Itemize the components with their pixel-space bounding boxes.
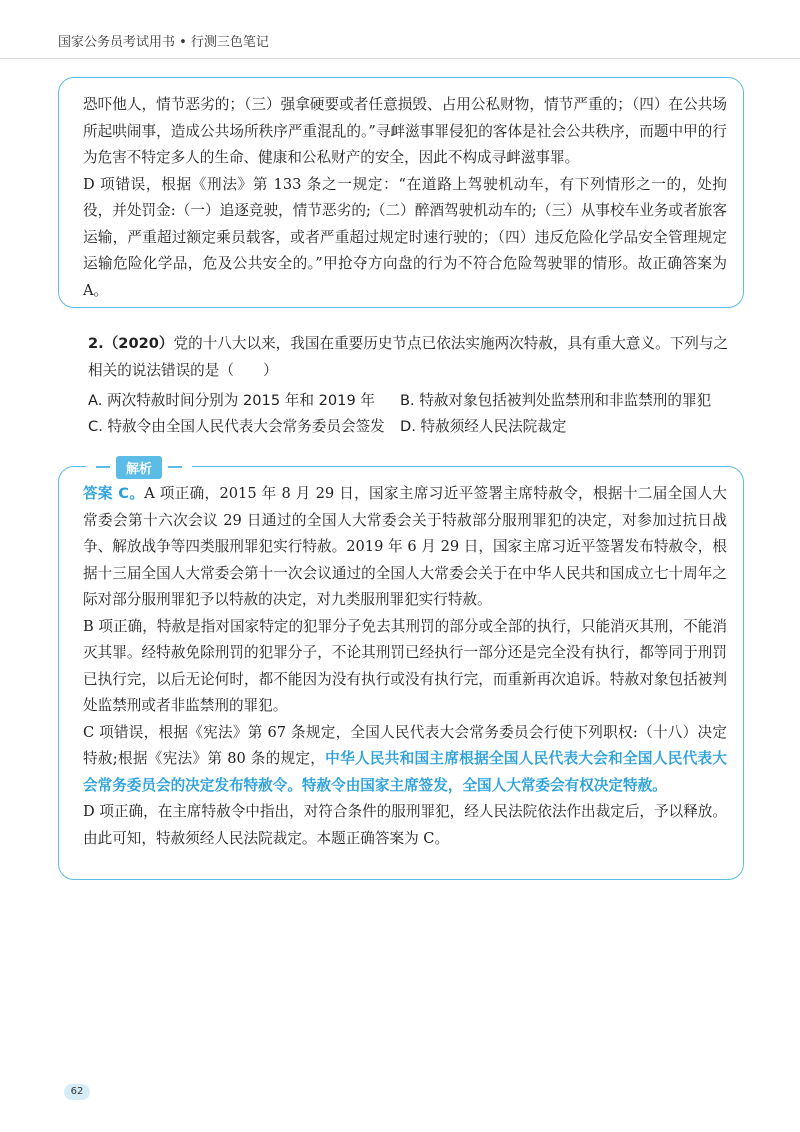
explanation-box-continued [58,77,744,308]
option-c: C. 特赦令由全国人民代表大会常务委员会签发 [88,418,385,435]
analysis-highlight: 中华人民共和国主席根据全国人民代表大会和全国人民代表大会常务委员会的决定发布特赦令。特赦令由国家主席签发，全国人大常委会有权决定特赦。 [83,750,727,794]
analysis-text-c: C 项错误，根据《宪法》第 67 条规定，全国人民代表大会常务委员会行使下列职权:（十八）决定特赦;根据《宪法》第 80 条的规定， [83,723,727,767]
tag-dash-right [168,466,182,468]
analysis-paragraph-a [83,481,727,614]
answer-options [88,388,748,440]
page-number: 62 [64,1084,90,1100]
analysis-text-a: A 项正确，2015 年 8 月 29 日，国家主席习近平签署主席特赦令，根据十二届全国人大常委会第十六次会议 29 日通过的全国人大常委会关于特赦部分服刑罪犯的决定，对参加过抗日战争、解放战争等四类服刑罪犯实行特赦。2019 年 6 月 29 日，国家主席习近平签署发布特赦令，根据十三届全国人大常委会第十一次会议通过的全国人大常委会关于在中华人民共和国成立七十周年之际对部分服刑罪犯予以特赦的决定，对九类服刑罪犯实行特赦。 [83,485,727,608]
analysis-paragraph-c [83,720,727,800]
option-d: D. 特赦须经人民法院裁定 [400,418,567,435]
answer-label: 答案 C。 [83,485,145,502]
analysis-tag [86,456,192,478]
option-b: B. 特赦对象包括被判处监禁刑和非监禁刑的罪犯 [400,392,712,409]
question-number: 2.（2020） [88,335,174,352]
analysis-tag-label: 解析 [116,456,162,479]
explanation-paragraph-1: 恐吓他人，情节恶劣的；（三）强拿硬要或者任意损毁、占用公私财物，情节严重的；（四）在公共场所起哄闹事，造成公共场所秩序严重混乱的。”寻衅滋事罪侵犯的客体是社会公共秩序，而题中甲的行为危害不特定多人的生命、健康和公私财产的安全，因此不构成寻衅滋事罪。 [83,96,727,166]
question-text: 党的十八大以来，我国在重要历史节点已依法实施两次特赦，具有重大意义。下列与之相关的说法错误的是（ ） [88,335,729,379]
analysis-paragraph-b: B 项正确，特赦是指对国家特定的犯罪分子免去其刑罚的部分或全部的执行，只能消灭其刑，不能消灭其罪。经特赦免除刑罚的犯罪分子，不论其刑罚已经执行一部分还是完全没有执行，都等同于刑罚已执行完，以后无论何时，都不能因为没有执行或没有执行完，而重新再次追诉。特赦对象包括被判处监禁刑或者非监禁刑的罪犯。 [83,617,727,714]
explanation-paragraph-2: D 项错误，根据《刑法》第 133 条之一规定：“在道路上驾驶机动车，有下列情形之一的，处拘役，并处罚金:（一）追逐竞驶，情节恶劣的;（二）醉酒驾驶机动车的;（三）从事校车业务或者旅客运输，严重超过额定乘员载客，或者严重超过规定时速行驶的；（四）违反危险化学品安全管理规定运输危险化学品，危及公共安全的。”甲抢夺方向盘的行为不符合危险驾驶罪的情形。故正确答案为 A。 [83,175,727,299]
option-a: A. 两次特赦时间分别为 2015 年和 2019 年 [88,392,375,409]
analysis-paragraph-d: D 项正确，在主席特赦令中指出，对符合条件的服刑罪犯，经人民法院依法作出裁定后，予以释放。由此可知，特赦须经人民法院裁定。本题正确答案为 C。 [83,803,727,847]
analysis-box [58,466,744,880]
tag-dash-left [96,466,110,468]
running-header: 国家公务员考试用书 • 行测三色笔记 [58,35,269,50]
question-2 [88,330,738,384]
header-divider [0,58,800,59]
